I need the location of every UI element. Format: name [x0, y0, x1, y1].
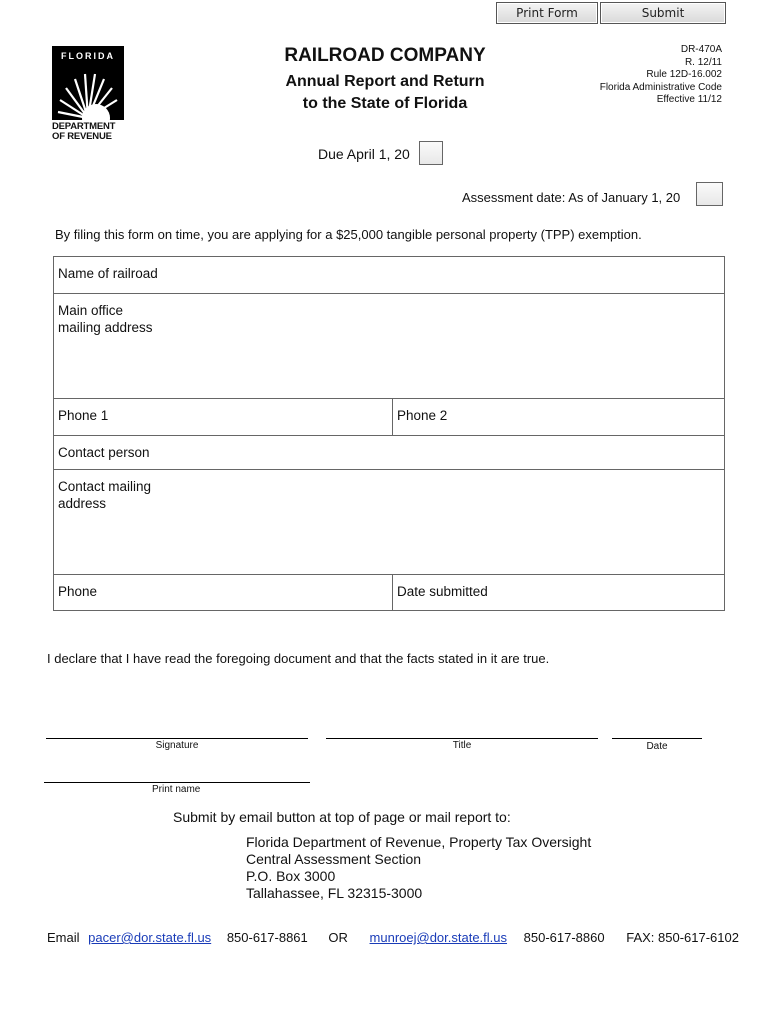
address-line4: Tallahassee, FL 32315-3000	[246, 885, 423, 901]
contact-person-field[interactable]	[54, 436, 725, 470]
print-form-button[interactable]: Print Form	[496, 2, 598, 24]
form-rule: Rule 12D-16.002	[646, 69, 722, 80]
form-subtitle	[200, 71, 570, 115]
date-line[interactable]	[612, 738, 702, 752]
name-of-railroad-label: Name of railroad	[58, 266, 158, 281]
name-of-railroad-field[interactable]	[54, 257, 725, 294]
railroad-info-table	[53, 256, 725, 611]
contact-mailing-label-1: Contact mailing	[58, 479, 152, 494]
phone-number-1: 850-617-8861	[226, 930, 308, 945]
phone1-field[interactable]	[54, 399, 393, 436]
phone-field[interactable]	[54, 575, 393, 611]
sunburst-icon	[56, 66, 120, 120]
logo-state: FLORIDA	[61, 51, 115, 61]
main-office-address-field[interactable]	[54, 294, 725, 399]
contact-mailing-address-field[interactable]	[54, 470, 725, 575]
submit-note: Submit by email button at top of page or mail report to:	[173, 809, 511, 825]
form-revision: R. 12/11	[684, 56, 722, 68]
submit-button[interactable]: Submit	[600, 2, 726, 24]
assessment-date-label: Assessment date: As of January 1, 20	[462, 190, 681, 205]
print-name-label: Print name	[152, 784, 201, 795]
or-text: OR	[328, 930, 348, 945]
title-label: Title	[452, 740, 472, 751]
phone2-label: Phone 2	[397, 408, 448, 423]
signature-label: Signature	[155, 740, 199, 751]
title-line[interactable]	[326, 738, 598, 751]
contact-mailing-label-2: address	[58, 496, 107, 511]
intro-text: By filing this form on time, you are applying for a $25,000 tangible personal property (TPP) exemption.	[55, 227, 642, 242]
address-line3: P.O. Box 3000	[246, 868, 336, 884]
assessment-year-input[interactable]	[696, 182, 723, 206]
main-office-label-2: mailing address	[58, 320, 153, 335]
mailing-address	[246, 834, 591, 902]
subtitle-line1: Annual Report and Return	[285, 73, 485, 90]
print-name-line[interactable]	[44, 782, 310, 795]
signature-line[interactable]	[46, 738, 308, 751]
email-link-pacer[interactable]: pacer@dor.state.fl.us	[88, 930, 212, 945]
florida-dor-logo	[52, 46, 124, 142]
form-admin-code: Florida Administrative Code	[599, 81, 722, 93]
form-title: RAILROAD COMPANY	[284, 45, 486, 66]
date-submitted-label: Date submitted	[397, 584, 488, 599]
main-office-label-1: Main office	[58, 303, 124, 318]
date-submitted-field[interactable]	[393, 575, 725, 611]
form-code-block	[600, 44, 722, 107]
email-link-munroej[interactable]: munroej@dor.state.fl.us	[369, 930, 508, 945]
contact-person-label: Contact person	[58, 445, 150, 460]
phone2-field[interactable]	[393, 399, 725, 436]
declaration-text: I declare that I have read the foregoing document and that the facts stated in it are true.	[47, 651, 550, 666]
phone-number-2: 850-617-8860	[523, 930, 605, 945]
email-label: Email	[47, 930, 80, 945]
form-number: DR-470A	[680, 44, 722, 55]
phone-label: Phone	[58, 584, 98, 599]
address-line1: Florida Department of Revenue, Property Tax Oversight	[246, 834, 592, 850]
logo-dept-line1: DEPARTMENT	[52, 121, 116, 132]
form-effective: Effective 11/12	[656, 94, 722, 105]
contact-line	[47, 930, 739, 945]
due-date-label: Due April 1, 20	[318, 146, 410, 162]
subtitle-line2: to the State of Florida	[302, 95, 468, 112]
address-line2: Central Assessment Section	[246, 851, 422, 867]
phone1-label: Phone 1	[58, 408, 109, 423]
due-year-input[interactable]	[419, 141, 443, 165]
fax-number: FAX: 850-617-6102	[626, 930, 739, 945]
logo-dept-line2: OF REVENUE	[52, 131, 112, 142]
date-label: Date	[646, 741, 668, 752]
